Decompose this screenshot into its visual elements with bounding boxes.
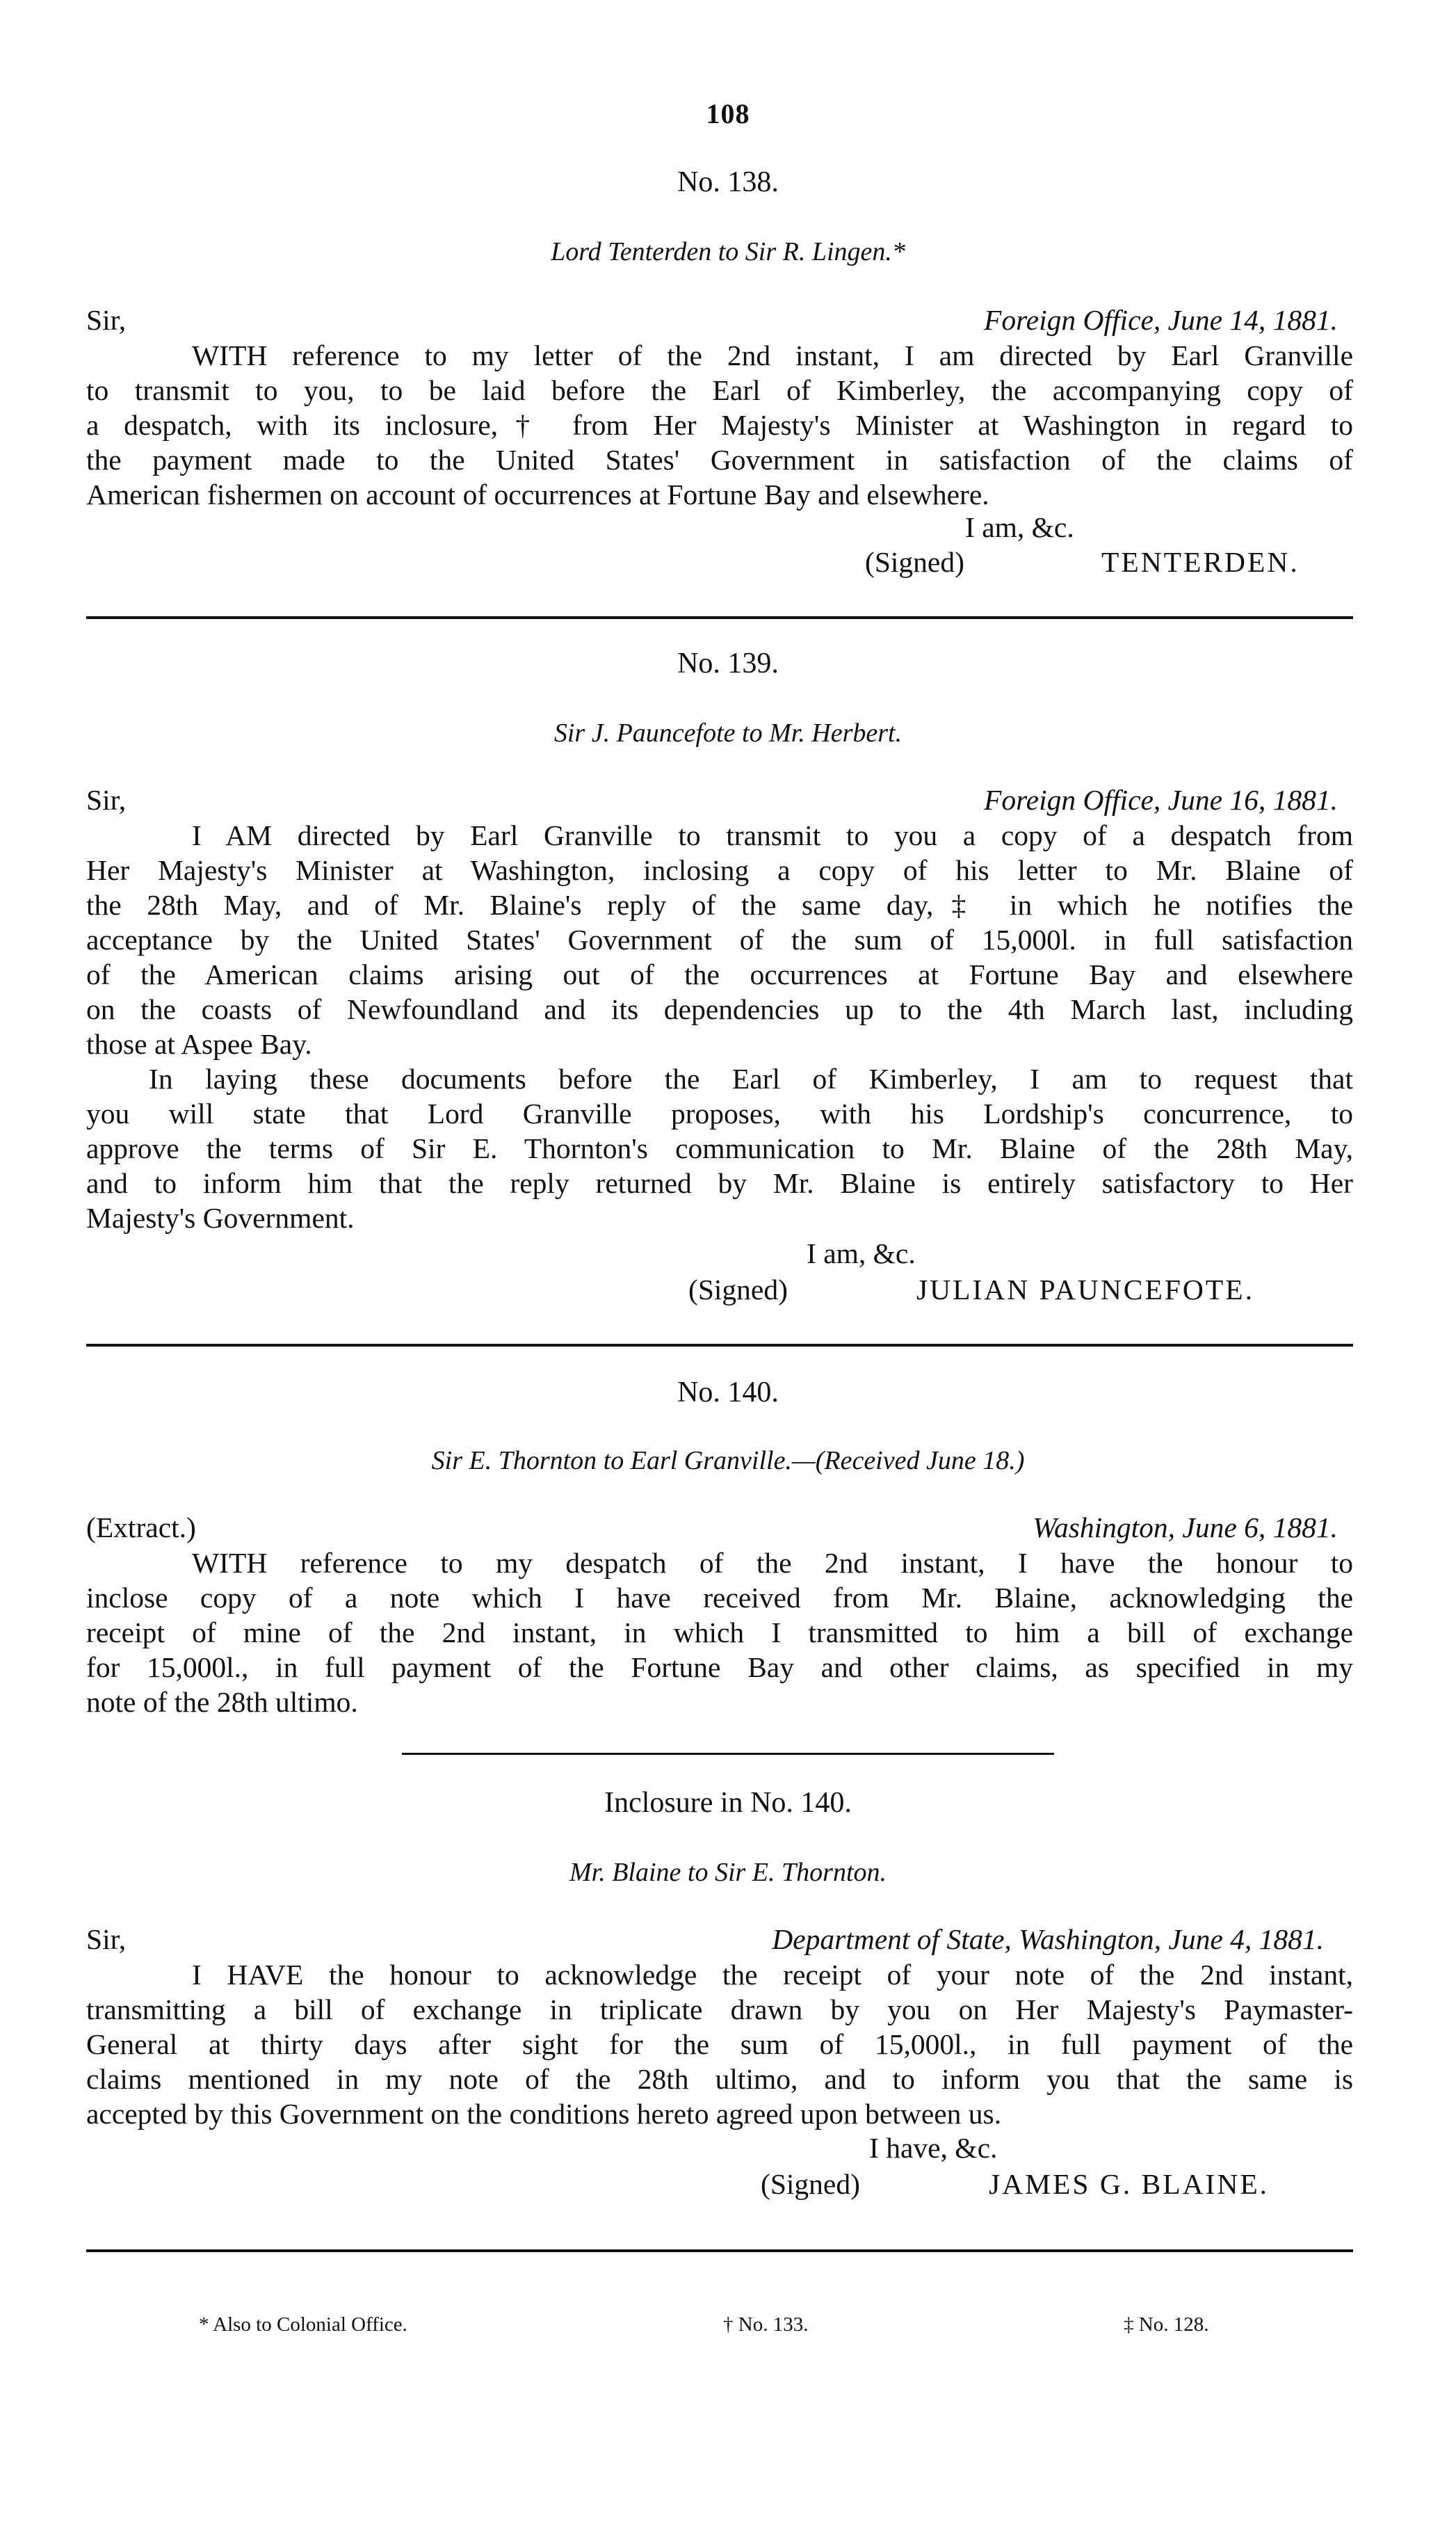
page-number: 108 (706, 98, 750, 129)
doc139-body-line: In laying these documents before the Earl of Kimberley, I am to request that (149, 1063, 1353, 1095)
doc140-dateline: Washington, June 6, 1881. (1033, 1511, 1338, 1543)
doc138-signed-label: (Signed) (865, 546, 964, 578)
footnote-star: * Also to Colonial Office. (199, 2313, 407, 2336)
doc139-body-line: of the American claims arising out of the occurrences at Fortune Bay and elsewhere (86, 958, 1353, 990)
doc140-body-line: note of the 28th ultimo. (86, 1686, 358, 1718)
doc139-body-line: and to inform him that the reply returned by Mr. Blaine is entirely satisfactory to Her (86, 1167, 1353, 1199)
doc138-number: No. 138. (677, 166, 779, 198)
doc138-signature: TENTERDEN. (1101, 546, 1300, 578)
doc139-body-line: approve the terms of Sir E. Thornton's communication to Mr. Blaine of the 28th May, (86, 1132, 1353, 1164)
doc139-salutation: Sir, (86, 784, 127, 816)
doc139-title: Sir J. Pauncefote to Mr. Herbert. (553, 718, 903, 748)
doc140-salutation: (Extract.) (86, 1511, 196, 1543)
doc139-body-line: acceptance by the United States' Government of the sum of 15,000l. in full satisfaction (86, 924, 1353, 956)
doc139-closing: I am, &c. (807, 1237, 916, 1269)
inclosure-body-line: claims mentioned in my note of the 28th ultimo, and to inform you that the same is (86, 2063, 1353, 2095)
inclosure-signed-label: (Signed) (761, 2168, 860, 2200)
inclosure-closing: I have, &c. (869, 2132, 998, 2164)
doc140-body-line: for 15,000l., in full payment of the Fortune Bay and other claims, as specified in my (86, 1651, 1353, 1683)
doc139-body-line: I AM directed by Earl Granville to transmit to you a copy of a despatch from (192, 819, 1353, 851)
footnote-dagger: † No. 133. (723, 2313, 809, 2336)
inclosure-title: Mr. Blaine to Sir E. Thornton. (569, 1858, 887, 1887)
doc139-dateline: Foreign Office, June 16, 1881. (983, 784, 1338, 816)
inclosure-signature: JAMES G. BLAINE. (989, 2168, 1270, 2200)
doc138-dateline: Foreign Office, June 14, 1881. (983, 304, 1338, 336)
footnote-divider (86, 2249, 1353, 2252)
section-divider (86, 616, 1353, 619)
doc139-body-line: those at Aspee Bay. (86, 1028, 312, 1060)
inclosure-body-line: transmitting a bill of exchange in triplicate drawn by you on Her Majesty's Paymaster- (86, 1993, 1353, 2025)
footnote-double-dagger: ‡ No. 128. (1124, 2313, 1209, 2336)
doc138-body-line: American fishermen on account of occurrences at Fortune Bay and elsewhere. (86, 479, 989, 511)
inclosure-heading: Inclosure in No. 140. (604, 1787, 852, 1819)
short-divider (402, 1753, 1054, 1755)
doc139-body-line: the 28th May, and of Mr. Blaine's reply of the same day,‡ in which he notifies the (86, 889, 1353, 921)
doc139-signature: JULIAN PAUNCEFOTE. (916, 1274, 1254, 1306)
doc138-body-line: the payment made to the United States' Government in satisfaction of the claims of (86, 444, 1353, 476)
inclosure-body-line: accepted by this Government on the conditions hereto agreed upon between us. (86, 2098, 1002, 2130)
doc138-title: Lord Tenterden to Sir R. Lingen.* (551, 237, 905, 266)
section-divider (86, 1344, 1353, 1347)
doc140-body-line: receipt of mine of the 2nd instant, in which I transmitted to him a bill of exchange (86, 1616, 1353, 1648)
doc139-body-line: Majesty's Government. (86, 1202, 355, 1234)
doc139-body-line: on the coasts of Newfoundland and its dependencies up to the 4th March last, including (86, 993, 1353, 1025)
doc139-signed-label: (Signed) (688, 1274, 788, 1306)
doc140-body-line: inclose copy of a note which I have received from Mr. Blaine, acknowledging the (86, 1582, 1353, 1614)
doc138-body-line: to transmit to you, to be laid before the Earl of Kimberley, the accompanying copy of (86, 374, 1353, 406)
doc140-body-line: WITH reference to my despatch of the 2nd instant, I have the honour to (192, 1547, 1353, 1579)
doc138-body-line: a despatch, with its inclosure,† from Her Majesty's Minister at Washington in regard to (86, 409, 1353, 441)
doc139-body-line: you will state that Lord Granville proposes, with his Lordship's concurrence, to (86, 1098, 1353, 1130)
doc140-number: No. 140. (677, 1376, 779, 1408)
doc140-title: Sir E. Thornton to Earl Granville.—(Received June 18.) (431, 1446, 1025, 1475)
doc138-closing: I am, &c. (965, 511, 1074, 543)
doc139-body-line: Her Majesty's Minister at Washington, inclosing a copy of his letter to Mr. Blaine of (86, 854, 1353, 886)
doc138-body-line: WITH reference to my letter of the 2nd instant, I am directed by Earl Granville (192, 339, 1353, 371)
inclosure-body-line: General at thirty days after sight for the sum of 15,000l., in full payment of the (86, 2028, 1353, 2060)
inclosure-salutation: Sir, (86, 1923, 127, 1955)
doc139-number: No. 139. (677, 648, 779, 680)
doc138-salutation: Sir, (86, 304, 127, 336)
inclosure-dateline: Department of State, Washington, June 4, 1881. (772, 1923, 1324, 1955)
inclosure-body-line: I HAVE the honour to acknowledge the receipt of your note of the 2nd instant, (192, 1959, 1353, 1991)
